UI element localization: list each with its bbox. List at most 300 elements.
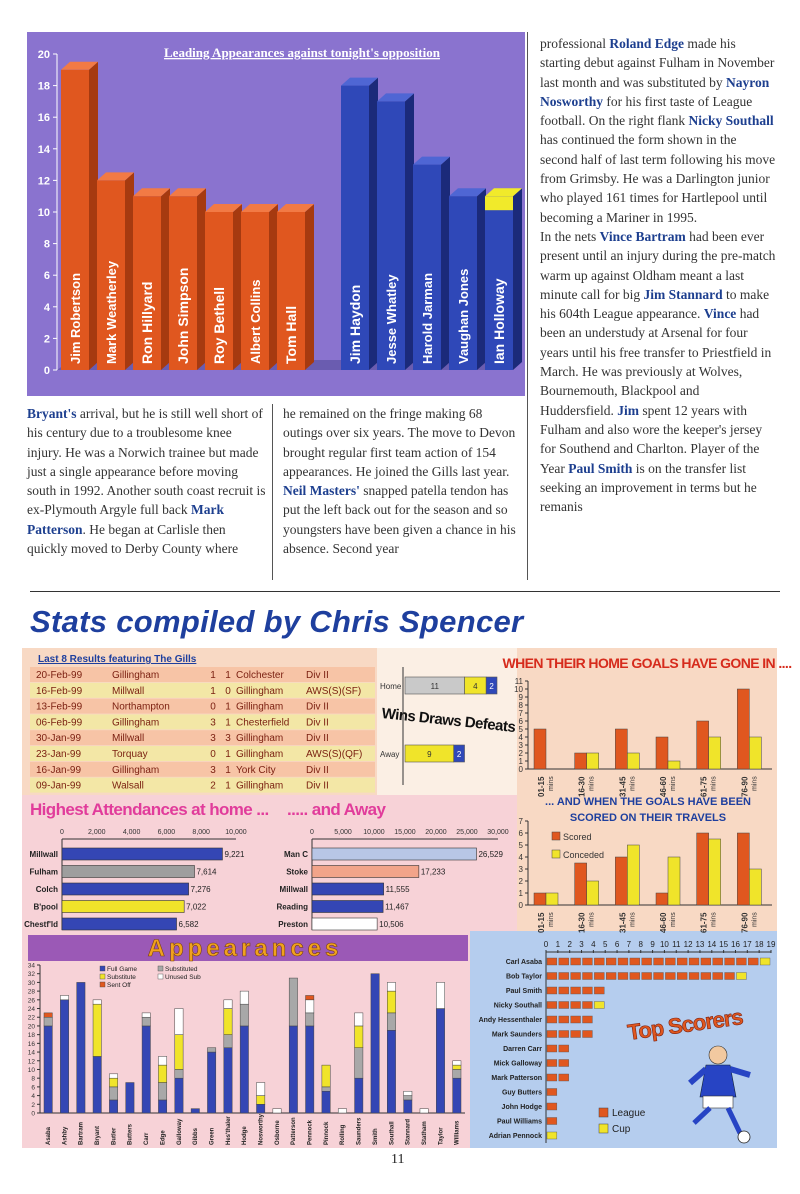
bar-conceded	[709, 737, 721, 769]
scorer-name: Bob Taylor	[505, 973, 542, 981]
player-name-highlight: Mark Patterson	[27, 502, 224, 537]
appearance-segment-unused-sub	[257, 1083, 265, 1096]
appearance-segment-unused-sub	[273, 1109, 281, 1113]
bar-tom-hall	[277, 204, 314, 370]
appearance-segment-substituted	[44, 1017, 52, 1026]
y-tick-label: 8	[518, 701, 523, 710]
player-name-highlight: Bryant's	[27, 406, 77, 421]
y-tick-label: 8	[43, 238, 50, 251]
x-tick-label: 10,000	[225, 829, 247, 836]
result-cell: 20-Feb-99	[36, 670, 83, 681]
appearance-segment-full-game	[109, 1100, 117, 1113]
appearance-category: Galloway	[176, 1118, 183, 1145]
bar-side	[441, 157, 450, 370]
away-goals-title: ... AND WHEN THE GOALS HAVE BEEN SCORED ON THEIR TRAVELS	[545, 796, 751, 824]
appearance-category: Patterson	[291, 1117, 298, 1145]
player-name-highlight: Paul Smith	[568, 460, 633, 476]
scorer-goal-league	[559, 1002, 569, 1009]
player-name-highlight: Vince Bartram	[599, 228, 686, 244]
bar-label: Jim Robertson	[68, 272, 83, 364]
appearance-segment-full-game	[436, 1009, 444, 1113]
player-name-highlight: Neil Masters'	[283, 483, 360, 499]
legend-swatch	[100, 974, 105, 979]
y-tick-label: 20	[27, 1023, 35, 1031]
category-unit: mins	[710, 912, 718, 927]
scorer-goal-league	[594, 958, 604, 965]
scorer-goal-league	[547, 1016, 557, 1023]
x-tick-label: 10	[659, 940, 669, 949]
bar-albert-collins	[241, 204, 278, 370]
appearance-segment-full-game	[44, 1026, 52, 1113]
scorer-goal-league	[547, 1060, 557, 1067]
category-label: 16-30	[577, 776, 587, 797]
wdd-category: Home	[380, 682, 402, 691]
appearance-category: Nosworthy	[258, 1113, 265, 1145]
result-cell: Gillingham	[112, 717, 160, 729]
x-tick-label: 2,000	[88, 829, 106, 836]
result-cell: Div II	[306, 670, 329, 681]
bar-scored	[575, 753, 587, 769]
wdd-title: Wins Draws Defeats	[380, 705, 517, 736]
legend-swatch	[100, 982, 105, 987]
result-cell: 3	[210, 717, 216, 729]
bar-side	[161, 188, 170, 370]
result-cell: Chesterfield	[236, 717, 290, 729]
appearance-segment-unused-sub	[404, 1091, 412, 1095]
y-tick-label: 32	[27, 971, 35, 979]
article-text: for his first taste of League football. On the right flank	[540, 93, 753, 129]
category-label: 76-90	[740, 912, 750, 933]
appearance-segment-substitute	[175, 1035, 183, 1070]
scorer-name: Paul Smith	[505, 988, 542, 995]
bar-scored	[656, 893, 668, 905]
y-tick-label: 3	[518, 865, 523, 874]
appearance-segment-full-game	[60, 1000, 68, 1113]
x-tick-label: 15,000	[394, 829, 416, 836]
player-name-highlight: Nayron Nosworthy	[540, 74, 770, 109]
bar-ian-holloway	[485, 188, 522, 370]
article-text: had been an understudy at Arsenal for four years until his free transfer to Priestfield in March. He was previously at Wolves, Bournemouth, Blackpool and Huddersfield.	[540, 306, 772, 418]
column-divider-1	[272, 404, 273, 580]
bar-value: 17,233	[420, 867, 446, 877]
appearance-segment-substitute	[93, 1004, 101, 1056]
appearance-segment-substituted	[404, 1096, 412, 1100]
scorer-goal-cup	[736, 973, 746, 980]
result-cell: Colchester	[236, 670, 284, 681]
scorer-name: Carl Asaba	[505, 959, 542, 966]
article-column-2	[283, 404, 519, 558]
x-tick-label: 17	[742, 940, 752, 949]
appearance-segment-substituted	[240, 1004, 248, 1026]
result-cell: Gillingham	[112, 670, 160, 681]
legend-swatch	[599, 1108, 608, 1117]
category-label: 46-60	[659, 912, 668, 933]
player-name-highlight: Jim Stannard	[643, 286, 723, 302]
y-tick-label: 8	[31, 1075, 35, 1083]
y-tick-label: 10	[37, 207, 50, 219]
bar-value: 26,529	[478, 850, 503, 859]
wdd-value: 2	[489, 682, 494, 691]
player-head	[709, 1046, 727, 1064]
article-text: spent 12 years with Fulham and also wore the keeper's jersey for Southend and Charlton. Player of the Year	[540, 402, 763, 476]
appearance-category: Ashby	[62, 1126, 69, 1145]
legend-label: Cup	[612, 1124, 631, 1135]
category-unit: mins	[710, 776, 718, 791]
category-label: B'pool	[33, 902, 58, 912]
category-label: 61-75	[699, 912, 709, 933]
appearance-segment-full-game	[207, 1052, 215, 1113]
stats-title: Stats compiled by Chris Spencer	[30, 604, 524, 639]
appearance-segment-substituted	[322, 1087, 330, 1091]
scorer-goal-league	[677, 958, 687, 965]
bar-value: 10,506	[379, 920, 404, 929]
y-tick-label: 0	[31, 1110, 35, 1118]
attendance-bar	[62, 866, 194, 878]
x-tick-label: 0	[543, 940, 549, 949]
article-text: had been ever present until an injury during the pre-match warm up against Oldham meant a last minute call for big	[540, 228, 776, 302]
scorer-goal-league	[571, 1031, 581, 1038]
appearance-category: Edge	[160, 1130, 167, 1145]
appearance-category: Pinnock	[323, 1121, 330, 1145]
y-tick-label: 18	[37, 80, 50, 93]
appearance-category: Williams	[454, 1120, 461, 1145]
scorer-goal-league	[547, 1103, 557, 1110]
scorer-goal-league	[583, 1016, 593, 1023]
legend-swatch	[158, 966, 163, 971]
player-name-highlight: Roland Edge	[609, 36, 685, 51]
bar-value: 6,582	[178, 920, 199, 929]
x-tick-label: 13	[695, 940, 705, 949]
category-unit: mins	[751, 912, 759, 927]
result-cell: Div II	[306, 717, 329, 729]
scorer-goal-league	[701, 958, 711, 965]
y-tick-label: 1	[518, 757, 523, 766]
appearance-category: Statham	[421, 1121, 428, 1145]
category-label: 61-75	[699, 776, 709, 797]
bar-side	[305, 204, 314, 370]
bar-side	[477, 188, 486, 370]
result-cell: Gillingham	[236, 685, 284, 697]
result-cell: 23-Jan-99	[36, 749, 82, 760]
category-label: 76-90	[740, 776, 750, 797]
scorer-name: Guy Butters	[501, 1089, 542, 1097]
y-tick-label: 12	[27, 1058, 35, 1066]
bar-side	[369, 78, 378, 370]
y-tick-label: 4	[518, 853, 523, 862]
result-cell: York City	[236, 764, 276, 776]
bar-value: 9,221	[224, 850, 245, 859]
appearance-category: Carr	[144, 1132, 151, 1145]
x-tick-label: 0	[310, 829, 314, 836]
appearance-category: Pennock	[307, 1119, 314, 1145]
scorer-name: Mark Saunders	[491, 1031, 542, 1039]
category-label: 01-15	[537, 776, 546, 797]
bar-label: Roy Bethell	[211, 286, 227, 364]
scorer-name: Paul Williams	[496, 1118, 542, 1126]
result-cell: 1	[225, 717, 231, 729]
y-tick-label: 10	[27, 1066, 35, 1074]
x-tick-label: 10,000	[363, 829, 385, 836]
result-cell: 30-Jan-99	[36, 733, 82, 745]
wdd-value: 9	[427, 750, 432, 759]
article-text: professional	[540, 36, 610, 51]
bar-value: 7,614	[196, 867, 217, 877]
x-tick-label: 15	[719, 940, 729, 949]
legend-swatch	[552, 832, 560, 840]
x-tick-label: 8	[638, 940, 643, 949]
category-label: Millwall	[29, 850, 58, 859]
scorer-goal-league	[618, 958, 628, 965]
attendance-bar	[312, 866, 419, 878]
appearance-category: Saunders	[356, 1117, 363, 1145]
article-text: . He began at Carlisle then quickly moved to Derby County where	[27, 521, 239, 557]
appearance-segment-full-game	[453, 1078, 461, 1113]
result-cell: 16-Feb-99	[36, 685, 83, 697]
scorer-goal-league	[665, 958, 675, 965]
category-label: 46-60	[659, 776, 668, 797]
bar-scored	[615, 857, 627, 905]
bar-jim-robertson	[61, 62, 98, 370]
result-cell: AWS(S)(SF)	[306, 685, 362, 697]
y-tick-label: 11	[514, 677, 523, 686]
bar-side	[405, 93, 414, 370]
scorer-goal-league	[736, 958, 746, 965]
appearance-segment-unused-sub	[240, 991, 248, 1004]
scorer-goal-cup	[594, 1002, 604, 1009]
legend-label: Scored	[563, 832, 592, 842]
scorer-goal-league	[725, 973, 735, 980]
category-unit: mins	[588, 912, 596, 927]
scorer-goal-league	[583, 973, 593, 980]
bar-scored	[534, 729, 546, 769]
scorer-goal-league	[547, 1118, 557, 1125]
attendance-bar	[62, 901, 184, 913]
result-cell: Millwall	[112, 685, 145, 697]
category-label: Man C	[284, 850, 308, 859]
category-unit: mins	[670, 912, 677, 927]
category-label: Stoke	[286, 867, 308, 877]
scorer-goal-league	[642, 973, 652, 980]
legend-label: Substituted	[165, 966, 198, 973]
player-name-highlight: Jim	[617, 402, 639, 418]
appearance-segment-unused-sub	[93, 1000, 101, 1004]
scorer-goal-cup	[760, 958, 770, 965]
article-text: In the nets	[540, 228, 600, 244]
bar-scored	[534, 893, 546, 905]
legend-swatch	[599, 1124, 608, 1133]
category-unit: mins	[751, 776, 759, 791]
bar-side	[269, 204, 278, 370]
x-tick-label: 7	[626, 940, 632, 949]
scorer-goal-league	[594, 973, 604, 980]
appearance-segment-substituted	[355, 1048, 363, 1078]
scorer-goal-league	[559, 1031, 569, 1038]
bar-mark-weatherley	[97, 172, 134, 370]
y-tick-label: 20	[37, 49, 50, 61]
appearance-category: Taylor	[438, 1127, 445, 1145]
x-tick-label: 19	[766, 940, 776, 949]
y-tick-label: 6	[31, 1084, 35, 1092]
bar-label: Albert Collins	[248, 279, 263, 364]
appearance-segment-substituted	[289, 978, 297, 1026]
appearance-segment-full-game	[224, 1048, 232, 1113]
appearance-segment-sent-off	[44, 1013, 52, 1017]
bar-vaughan-jones	[449, 188, 486, 370]
scorer-goal-league	[559, 1016, 569, 1023]
x-tick-label: 16	[731, 940, 740, 949]
result-cell: 13-Feb-99	[36, 701, 83, 713]
category-unit: mins	[548, 776, 555, 791]
y-tick-label: 2	[518, 877, 523, 886]
y-tick-label: 18	[27, 1032, 35, 1040]
x-tick-label: 1	[555, 940, 561, 949]
legend-label: Full Game	[107, 966, 137, 973]
scorer-goal-league	[654, 973, 664, 980]
x-tick-label: 25,000	[456, 829, 478, 836]
bar-conceded	[627, 753, 639, 769]
attendance-bar	[312, 883, 384, 895]
scorer-goal-league	[725, 958, 735, 965]
player-shorts	[703, 1096, 733, 1108]
attendance-bar	[312, 918, 377, 930]
appearance-segment-unused-sub	[60, 995, 68, 999]
category-label: Colch	[35, 885, 58, 894]
leading-appearances-chart	[27, 32, 525, 396]
result-cell: 3	[210, 764, 216, 776]
y-tick-label: 2	[518, 749, 523, 758]
attendance-bar	[312, 848, 476, 860]
category-unit: mins	[629, 776, 637, 791]
x-tick-label: 9	[650, 940, 655, 949]
category-unit: mins	[670, 776, 677, 791]
y-tick-label: 12	[37, 175, 50, 188]
result-cell: 0	[210, 701, 216, 713]
bar-ron-hillyard	[133, 188, 170, 370]
article-text: made his starting debut against Fulham in November last month and was substituted by	[540, 36, 775, 90]
y-tick-label: 1	[518, 889, 523, 898]
attendance-title: Highest Attendances at home ...	[30, 800, 269, 819]
x-tick-label: 12	[683, 940, 693, 949]
bar-value: 7,276	[190, 885, 211, 894]
appearance-category: Butler	[111, 1127, 118, 1145]
appearance-segment-substitute	[257, 1096, 265, 1105]
y-tick-label: 0	[518, 765, 523, 774]
scorer-goal-league	[571, 987, 581, 994]
y-tick-label: 30	[27, 979, 35, 987]
appearance-category: Green	[209, 1127, 216, 1145]
bar-scored	[575, 863, 587, 905]
y-tick-label: 4	[518, 733, 523, 742]
category-label: Reading	[276, 902, 308, 912]
y-tick-label: 2	[31, 1101, 35, 1109]
bar-roy-bethell	[205, 204, 242, 370]
bar-highlight	[485, 196, 513, 210]
appearance-segment-substituted	[158, 1083, 166, 1100]
scorer-goal-league	[713, 958, 723, 965]
result-cell: 1	[225, 670, 231, 681]
scorer-goal-league	[559, 973, 569, 980]
result-cell: 0	[225, 685, 231, 697]
player-name-highlight: Vince	[703, 306, 737, 322]
y-tick-label: 7	[518, 709, 523, 718]
appearance-segment-full-game	[175, 1078, 183, 1113]
appearance-segment-full-game	[355, 1078, 363, 1113]
x-tick-label: 5	[602, 940, 608, 949]
scorer-goal-league	[701, 973, 711, 980]
appearance-segment-substituted	[142, 1017, 150, 1026]
x-tick-label: 4,000	[122, 829, 141, 836]
y-tick-label: 34	[27, 962, 35, 970]
scorer-goal-league	[547, 973, 557, 980]
bar-side	[513, 188, 522, 370]
attendance-bar	[312, 901, 383, 913]
x-tick-label: 11	[672, 940, 681, 949]
scorer-goal-league	[665, 973, 675, 980]
scorer-goal-league	[559, 1074, 569, 1081]
wdd-value: 2	[456, 750, 462, 759]
scorer-goal-league	[618, 973, 628, 980]
scorer-name: Darren Carr	[503, 1046, 542, 1053]
appearance-segment-substituted	[207, 1048, 215, 1052]
result-cell: 0	[210, 749, 216, 760]
attendance-bar	[62, 883, 189, 895]
bar-scored	[697, 833, 709, 905]
scorer-goal-league	[713, 973, 723, 980]
section-rule	[30, 591, 780, 592]
scorer-name: Nicky Southall	[493, 1002, 542, 1010]
bar-side	[233, 204, 242, 370]
bar-conceded	[627, 845, 639, 905]
bar-value: 7,022	[186, 902, 207, 912]
bar-label: Harold Jarman	[420, 272, 435, 364]
scorer-goal-league	[630, 958, 640, 965]
scorer-goal-cup	[547, 1132, 557, 1139]
attendance-title: ..... and Away	[287, 800, 386, 819]
appearance-segment-unused-sub	[142, 1013, 150, 1017]
result-cell: Div II	[306, 780, 329, 792]
result-cell: Div II	[306, 733, 329, 745]
category-label: Fulham	[29, 867, 58, 877]
scorer-goal-league	[583, 1002, 593, 1009]
scorer-goal-league	[547, 958, 557, 965]
scorer-goal-league	[571, 1016, 581, 1023]
scorer-goal-league	[571, 973, 581, 980]
bar-label: Jesse Whatley	[384, 274, 399, 364]
scorer-goal-league	[606, 958, 616, 965]
appearance-segment-full-game	[191, 1109, 199, 1113]
bar-value: 11,467	[385, 902, 409, 912]
legend-label: Unused Sub	[165, 974, 201, 981]
result-cell: Gillingham	[236, 749, 284, 760]
article-text: has continued the form shown in the second half of last term following his move from Grimsby. He was a Darlington junior who played 161 times for Hartlepool until becoming a Mariner in 1995.	[540, 132, 776, 225]
bar-conceded	[709, 839, 721, 905]
appearance-category: Rolling	[340, 1124, 347, 1145]
appearance-segment-substituted	[109, 1087, 117, 1100]
result-cell: Div II	[306, 764, 329, 776]
appearance-category: Osborne	[274, 1120, 281, 1145]
y-tick-label: 5	[518, 725, 523, 734]
bar-side	[89, 62, 98, 370]
appearance-segment-substitute	[109, 1078, 117, 1087]
appearance-category: Asaba	[46, 1126, 52, 1145]
appearance-category: Bryant	[95, 1125, 102, 1145]
x-tick-label: 18	[754, 940, 764, 949]
appearance-segment-substituted	[306, 1013, 314, 1026]
player-name-highlight: Nicky Southall	[688, 113, 774, 129]
legend-label: Conceded	[563, 850, 605, 860]
category-label: Chestf'ld	[24, 920, 58, 929]
scorer-goal-league	[583, 1031, 593, 1038]
